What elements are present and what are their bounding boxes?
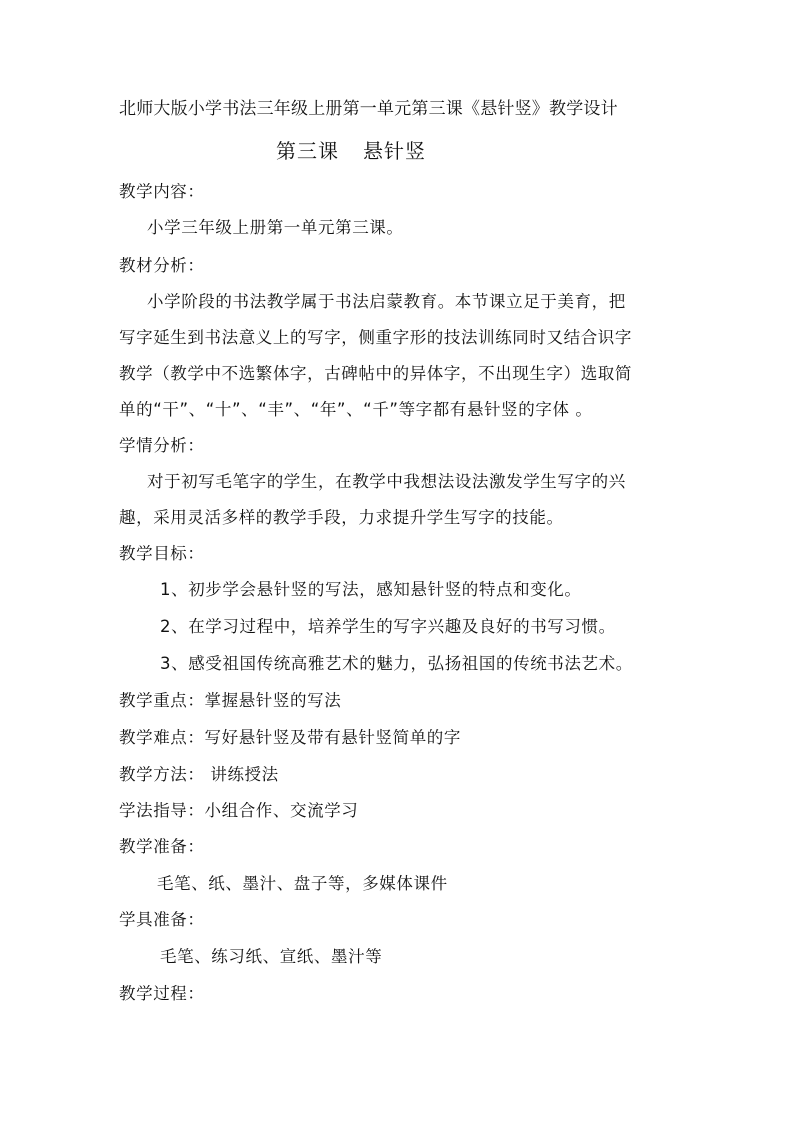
material-paragraph-line: 教学（教学中不选繁体字，古碑帖中的异体字，不出现生字）选取简 [119,364,632,383]
student-heading: 学情分析： [119,436,205,455]
goal-item: 3、感受祖国传统高雅艺术的魅力，弘扬祖国的传统书法艺术。 [160,654,633,673]
process-heading: 教学过程： [119,984,205,1003]
teaching-method: 教学方法： 讲练授法 [119,765,279,784]
goals-heading: 教学目标： [119,544,205,563]
material-heading: 教材分析： [119,256,205,275]
learning-guidance: 学法指导：小组合作、交流学习 [119,801,359,820]
material-paragraph-line: 写字延生到书法意义上的写字，侧重字形的技法训练同时又结合识字 [119,328,632,347]
key-point: 教学重点：掌握悬针竖的写法 [119,691,342,710]
content-text: 小学三年级上册第一单元第三课。 [147,218,404,237]
prep-heading: 教学准备： [119,837,205,856]
content-heading: 教学内容： [119,182,205,201]
material-paragraph-line: 单的“干”、“十”、“丰”、“年”、“千”等字都有悬针竖的字体 。 [119,400,593,419]
goal-item: 1、初步学会悬针竖的写法，感知悬针竖的特点和变化。 [160,580,582,599]
tools-heading: 学具准备： [119,910,205,929]
student-paragraph-line: 趣，采用灵活多样的教学手段，力求提升学生写字的技能。 [119,508,564,527]
lesson-name: 悬针竖 [363,139,426,163]
student-paragraph-line: 对于初写毛笔字的学生，在教学中我想法设法激发学生写字的兴 [147,472,626,491]
material-paragraph-line: 小学阶段的书法教学属于书法启蒙教育。本节课立足于美育，把 [147,292,626,311]
prep-text: 毛笔、纸、墨汁、盘子等，多媒体课件 [157,874,448,893]
difficulty: 教学难点：写好悬针竖及带有悬针竖简单的字 [119,728,461,747]
lesson-subtitle [276,137,426,165]
lesson-number: 第三课 [276,139,339,163]
document-title: 北师大版小学书法三年级上册第一单元第三课《悬针竖》教学设计 [119,99,618,119]
tools-text: 毛笔、练习纸、宣纸、墨汁等 [160,947,383,966]
goal-item: 2、在学习过程中，培养学生的写字兴趣及良好的书写习惯。 [160,617,616,636]
